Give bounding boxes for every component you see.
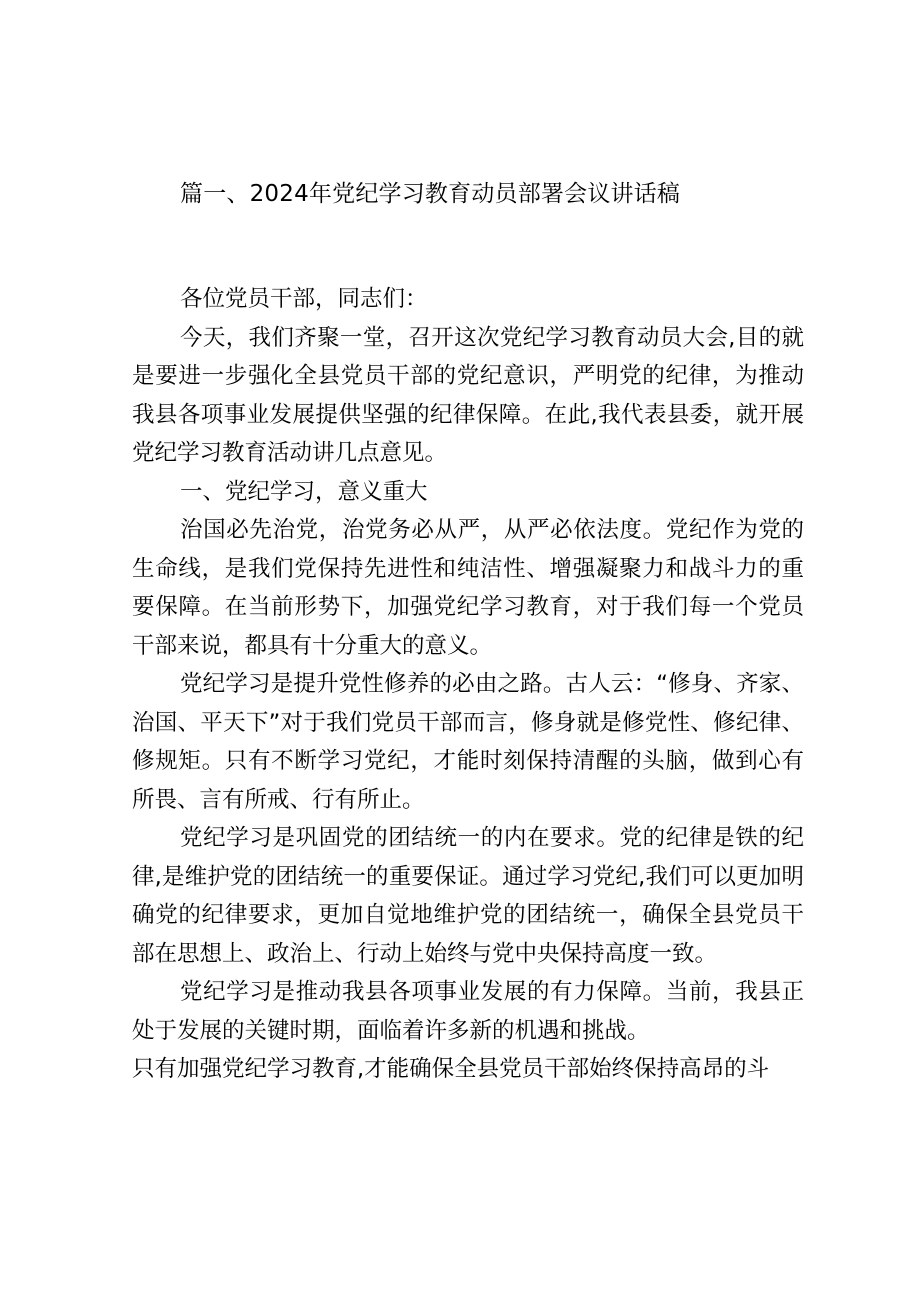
paragraph-self-cultivation: 党纪学习是提升党性修养的必由之路。古人云：“修身、齐家、治国、平天下”对于我们党员干部而言，修身就是修党性、修纪律、修规矩。只有不断学习党纪，才能时刻保持清醒的头脑，做到心有所畏、言有所戒、行有所止。 [132,671,804,813]
paragraph-opening: 今天，我们齐聚一堂，召开这次党纪学习教育动员大会,目的就是要进一步强化全县党员干部的党纪意识，严明党的纪律，为推动我县各项事业发展提供坚强的纪律保障。在此,我代表县委，就开展党纪学习教育活动讲几点意见。 [132,324,804,466]
document-body [132,280,804,1089]
document-title: 篇一、2024年党纪学习教育动员部署会议讲话稿 [180,181,681,207]
paragraph-significance: 治国必先治党，治党务必从严，从严必依法度。党纪作为党的生命线，是我们党保持先进性和纯洁性、增强凝聚力和战斗力的重要保障。在当前形势下，加强党纪学习教育，对于我们每一个党员干部来说，都具有十分重大的意义。 [132,517,804,659]
paragraph-unity: 党纪学习是巩固党的团结统一的内在要求。党的纪律是铁的纪律,是维护党的团结统一的重要保证。通过学习党纪,我们可以更加明确党的纪律要求，更加自觉地维护党的团结统一，确保全县党员干部在思想上、政治上、行动上始终与党中央保持高度一致。 [132,825,804,967]
paragraph-continued: 只有加强党纪学习教育,才能确保全县党员干部始终保持高昂的斗 [132,1056,770,1082]
paragraph-development: 党纪学习是推动我县各项事业发展的有力保障。当前，我县正处于发展的关键时期，面临着许多新的机遇和挑战。 [132,979,804,1044]
salutation: 各位党员干部，同志们： [180,286,428,312]
section-heading: 一、党纪学习，意义重大 [180,478,428,505]
